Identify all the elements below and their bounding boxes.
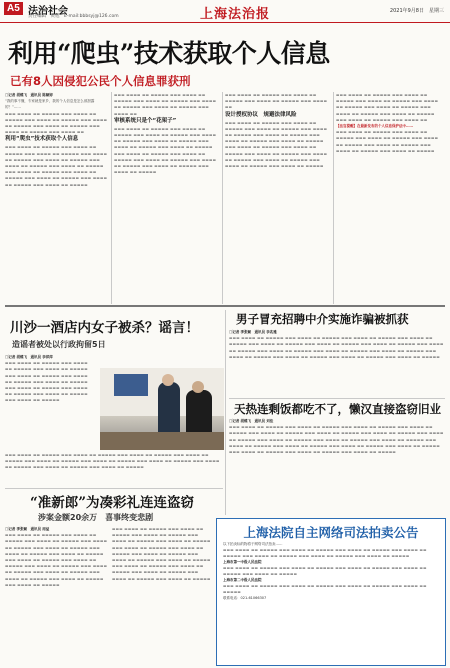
section-rule	[5, 305, 445, 307]
story2-photo	[100, 368, 224, 450]
story4-headline: 天热连剩饭都吃不了，懒汉直接盗窃旧业	[234, 402, 441, 416]
story5-column-1: □记者 季张颖 通讯员 周益 ▬▬▬ ▬▬▬▬ ▬▬ ▬▬▬▬▬ ▬▬▬ ▬▬▬▬ ▬▬ ▬▬▬▬▬ ▬▬▬ ▬▬▬▬ ▬▬ ▬▬▬▬▬ ▬▬▬ ▬▬▬▬ ▬▬ ▬▬▬▬▬ ▬▬▬ ▬▬▬▬ ▬▬ ▬▬▬▬▬ ▬▬▬ ▬▬▬▬ ▬▬ ▬▬▬▬▬ ▬▬▬ ▬▬▬▬ ▬▬ ▬▬▬▬▬ ▬▬▬ ▬▬▬▬ ▬▬ ▬▬▬▬▬ ▬▬▬ ▬▬▬▬ ▬▬ ▬▬▬▬▬ ▬▬▬ ▬▬▬▬ ▬▬ ▬▬▬▬▬ ▬▬▬ ▬▬▬▬ ▬▬ ▬▬▬▬▬ ▬▬▬ ▬▬▬▬ ▬▬ ▬▬▬▬▬ ▬▬▬ ▬▬▬▬ ▬▬ ▬▬▬▬▬ ▬▬▬ ▬▬▬▬ ▬▬ ▬▬▬▬▬ ▬▬▬ ▬▬▬▬ ▬▬ ▬▬▬▬▬	[5, 527, 108, 587]
auction-court-2: 上海市第二中级人民法院	[223, 578, 262, 582]
lead-byline: □记者 胡蝶飞 通讯员 陈颖婷	[5, 93, 53, 97]
lead-section-1-heading: 利用“爬虫”技术获取个人信息	[5, 136, 79, 143]
column-divider	[111, 92, 112, 304]
auction-notice-intro: 以下拍卖标的物将于网络司法拍卖……	[223, 542, 283, 546]
story5-byline: □记者 季张颖 通讯员 周益	[5, 527, 50, 531]
story5-headline: “准新郎”为凑彩礼连连盗窃	[30, 495, 195, 511]
auction-notice-title: 上海法院自主网络司法拍卖公告	[243, 525, 419, 540]
story2-subheadline: 造谣者被处以行政拘留5日	[12, 340, 106, 349]
story4-byline: □记者 胡蝶飞 通讯员 刘佳	[229, 419, 274, 423]
lead-headline: 利用“爬虫”技术获取个人信息	[8, 39, 330, 68]
page-header	[0, 0, 450, 23]
story2-headline: 川沙一酒店内女子被杀？谣言！	[10, 320, 199, 336]
editor-line: 责任编辑 黄旭 E-mail:bbbsyj@126.com	[28, 14, 119, 19]
lead-column-2: ▬▬▬ ▬▬▬▬ ▬▬ ▬▬▬▬▬ ▬▬▬ ▬▬▬▬ ▬▬ ▬▬▬▬▬ ▬▬▬ ▬▬▬▬ ▬▬ ▬▬▬▬▬ ▬▬▬ ▬▬▬▬ ▬▬ ▬▬▬▬▬ ▬▬▬ ▬▬▬▬ ▬▬ ▬▬▬▬▬ ▬▬▬ ▬▬▬▬ ▬▬ 审核系统只是个“花架子” ▬▬▬ ▬▬▬▬ ▬▬ ▬▬▬▬▬ ▬▬▬ ▬▬▬▬ ▬▬ ▬▬▬▬▬ ▬▬▬ ▬▬▬▬ ▬▬ ▬▬▬▬▬ ▬▬▬ ▬▬▬▬ ▬▬ ▬▬▬▬▬ ▬▬▬ ▬▬▬▬ ▬▬ ▬▬▬▬▬ ▬▬▬ ▬▬▬▬ ▬▬ ▬▬▬▬▬ ▬▬▬ ▬▬▬▬ ▬▬ ▬▬▬▬▬ ▬▬▬ ▬▬▬▬ ▬▬ ▬▬▬▬▬ ▬▬▬ ▬▬▬▬ ▬▬ ▬▬▬▬▬ ▬▬▬ ▬▬▬▬ ▬▬ ▬▬▬▬▬ ▬▬▬ ▬▬▬▬ ▬▬ ▬▬▬▬▬ ▬▬▬ ▬▬▬▬ ▬▬ ▬▬▬▬▬ ▬▬▬ ▬▬▬▬ ▬▬ ▬▬▬▬▬	[114, 92, 220, 304]
judge-note: 【法官提醒】在最新发布的个人信息保护法中……	[336, 124, 413, 129]
column-divider	[333, 92, 334, 304]
blue-board-shape	[114, 374, 148, 396]
section-name: 法治社会	[28, 6, 68, 17]
lead-column-3: ▬▬▬ ▬▬▬▬ ▬▬ ▬▬▬▬▬ ▬▬▬ ▬▬▬▬ ▬▬ ▬▬▬▬▬ ▬▬▬ ▬▬▬▬ ▬▬ ▬▬▬▬▬ ▬▬▬ ▬▬▬▬ ▬▬ 设计授权协议 规避法律风险 ▬▬▬ ▬▬▬▬ ▬▬ ▬▬▬▬▬ ▬▬▬ ▬▬▬▬ ▬▬ ▬▬▬▬▬ ▬▬▬ ▬▬▬▬ ▬▬ ▬▬▬▬▬ ▬▬▬ ▬▬▬▬ ▬▬ ▬▬▬▬▬ ▬▬▬ ▬▬▬▬ ▬▬ ▬▬▬▬▬ ▬▬▬ ▬▬▬▬ ▬▬ ▬▬▬▬▬ ▬▬▬ ▬▬▬▬ ▬▬ ▬▬▬▬▬ ▬▬▬ ▬▬▬▬ ▬▬ ▬▬▬▬▬ ▬▬▬ ▬▬▬▬ ▬▬ ▬▬▬▬▬ ▬▬▬ ▬▬▬▬ ▬▬ ▬▬▬▬▬ ▬▬▬ ▬▬▬▬ ▬▬ ▬▬▬▬▬ ▬▬▬ ▬▬▬▬ ▬▬ ▬▬▬▬▬ ▬▬▬ ▬▬▬▬ ▬▬ ▬▬▬▬▬ ▬▬▬ ▬▬▬▬ ▬▬ ▬▬▬▬▬	[225, 92, 331, 304]
auction-notice-box	[216, 518, 446, 666]
page-number: A5	[4, 2, 23, 15]
story4-body: □记者 胡蝶飞 通讯员 刘佳 ▬▬▬ ▬▬▬▬ ▬▬ ▬▬▬▬▬ ▬▬▬ ▬▬▬▬ ▬▬ ▬▬▬▬▬ ▬▬▬ ▬▬▬▬ ▬▬ ▬▬▬▬▬ ▬▬▬ ▬▬▬▬ ▬▬ ▬▬▬▬▬ ▬▬▬ ▬▬▬▬ ▬▬ ▬▬▬▬▬ ▬▬▬ ▬▬▬▬ ▬▬ ▬▬▬▬▬ ▬▬▬ ▬▬▬▬ ▬▬ ▬▬▬▬▬ ▬▬▬ ▬▬▬▬ ▬▬ ▬▬▬▬▬ ▬▬▬ ▬▬▬▬ ▬▬ ▬▬▬▬▬ ▬▬▬ ▬▬▬▬ ▬▬ ▬▬▬▬▬ ▬▬▬ ▬▬▬▬ ▬▬ ▬▬▬▬▬ ▬▬▬ ▬▬▬▬ ▬▬ ▬▬▬▬▬ ▬▬▬ ▬▬▬▬ ▬▬ ▬▬▬▬▬ ▬▬▬ ▬▬▬▬ ▬▬ ▬▬▬▬▬ ▬▬▬ ▬▬▬▬ ▬▬ ▬▬▬▬▬ ▬▬▬ ▬▬▬▬ ▬▬ ▬▬▬▬▬ ▬▬▬ ▬▬▬▬ ▬▬ ▬▬▬▬▬ ▬▬▬ ▬▬▬▬ ▬▬ ▬▬▬▬▬	[229, 419, 444, 455]
lead-subheadline: 已有8人因侵犯公民个人信息罪获刑	[10, 74, 191, 88]
lead-section-2-heading: 审核系统只是个“花架子”	[114, 117, 177, 124]
masthead: 上海法治报	[200, 7, 271, 22]
story2-byline: □记者 胡蝶飞 通讯员 李萍萍	[5, 355, 53, 359]
lead-section-3-heading: 设计授权协议 规避法律风险	[225, 111, 297, 118]
story5-subheadline: 涉案金额20余万 喜事终变悲剧	[38, 513, 154, 522]
column-divider	[225, 310, 226, 515]
story3-byline: □记者 季张颖 通讯员 李兆雅	[229, 330, 277, 334]
story2-column-1: □记者 胡蝶飞 通讯员 李萍萍 ▬▬▬ ▬▬▬▬ ▬▬ ▬▬▬▬▬ ▬▬▬ ▬▬▬▬ ▬▬ ▬▬▬▬▬ ▬▬▬ ▬▬▬▬ ▬▬ ▬▬▬▬▬ ▬▬▬ ▬▬▬▬ ▬▬ ▬▬▬▬▬ ▬▬▬ ▬▬▬▬ ▬▬ ▬▬▬▬▬ ▬▬▬ ▬▬▬▬ ▬▬ ▬▬▬▬▬ ▬▬▬ ▬▬▬▬ ▬▬ ▬▬▬▬▬ ▬▬▬ ▬▬▬▬ ▬▬ ▬▬▬▬▬ ▬▬▬ ▬▬▬▬ ▬▬ ▬▬▬▬▬ ▬▬▬ ▬▬▬▬ ▬▬ ▬▬▬▬▬	[5, 354, 95, 450]
auction-notice-body: 以下拍卖标的物将于网络司法拍卖…… ▬▬▬ ▬▬▬▬ ▬▬ ▬▬▬▬▬ ▬▬▬ ▬▬▬▬ ▬▬ ▬▬▬▬▬ ▬▬▬ ▬▬▬▬ ▬▬ ▬▬▬▬▬ ▬▬▬ ▬▬▬▬ ▬▬ ▬▬▬▬▬ ▬▬▬ ▬▬▬▬ ▬▬ ▬▬▬▬▬ ▬▬▬ ▬▬▬▬ ▬▬ ▬▬▬▬▬ ▬▬▬ ▬▬▬▬ ▬▬ ▬▬▬▬▬ 上海市第一中级人民法院 ▬▬▬ ▬▬▬▬ ▬▬ ▬▬▬▬▬ ▬▬▬ ▬▬▬▬ ▬▬ ▬▬▬▬▬ ▬▬▬ ▬▬▬▬ ▬▬ ▬▬▬▬▬ ▬▬▬ ▬▬▬▬ ▬▬ ▬▬▬▬▬ ▬▬▬ ▬▬▬▬ ▬▬ ▬▬▬▬▬ 上海市第二中级人民法院 ▬▬▬ ▬▬▬▬ ▬▬ ▬▬▬▬▬ ▬▬▬ ▬▬▬▬ ▬▬ ▬▬▬▬▬ ▬▬▬ ▬▬▬▬ ▬▬ ▬▬▬▬▬ ▬▬▬ ▬▬▬▬ ▬▬ ▬▬▬▬▬ 联系电话：021-61066307	[223, 541, 439, 661]
lead-column-1: □记者 胡蝶飞 通讯员 陈颖婷 “我的事不懂，专家就是家乡，我的个人信息是怎么被泄露的？”…… ▬▬▬ ▬▬▬▬ ▬▬ ▬▬▬▬▬ ▬▬▬ ▬▬▬▬ ▬▬ ▬▬▬▬▬ ▬▬▬ ▬▬▬▬ ▬▬ ▬▬▬▬▬ ▬▬▬ ▬▬▬▬ ▬▬ ▬▬▬▬▬ ▬▬▬ ▬▬▬▬ ▬▬ ▬▬▬▬▬ ▬▬▬ ▬▬▬▬ ▬▬ ▬▬▬▬▬ ▬▬▬ ▬▬▬▬ ▬▬ 利用“爬虫”技术获取个人信息 ▬▬▬ ▬▬▬▬ ▬▬ ▬▬▬▬▬ ▬▬▬ ▬▬▬▬ ▬▬ ▬▬▬▬▬ ▬▬▬ ▬▬▬▬ ▬▬ ▬▬▬▬▬ ▬▬▬ ▬▬▬▬ ▬▬ ▬▬▬▬▬ ▬▬▬ ▬▬▬▬ ▬▬ ▬▬▬▬▬ ▬▬▬ ▬▬▬▬ ▬▬ ▬▬▬▬▬ ▬▬▬ ▬▬▬▬ ▬▬ ▬▬▬▬▬ ▬▬▬ ▬▬▬▬ ▬▬ ▬▬▬▬▬ ▬▬▬ ▬▬▬▬ ▬▬ ▬▬▬▬▬ ▬▬▬ ▬▬▬▬ ▬▬ ▬▬▬▬▬ ▬▬▬ ▬▬▬▬ ▬▬ ▬▬▬▬▬ ▬▬▬ ▬▬▬▬ ▬▬ ▬▬▬▬▬	[5, 93, 108, 187]
section-rule	[229, 398, 445, 399]
section-rule	[5, 488, 223, 489]
story3-body: □记者 季张颖 通讯员 李兆雅 ▬▬▬ ▬▬▬▬ ▬▬ ▬▬▬▬▬ ▬▬▬ ▬▬▬▬ ▬▬ ▬▬▬▬▬ ▬▬▬ ▬▬▬▬ ▬▬ ▬▬▬▬▬ ▬▬▬ ▬▬▬▬ ▬▬ ▬▬▬▬▬ ▬▬▬ ▬▬▬▬ ▬▬ ▬▬▬▬▬ ▬▬▬ ▬▬▬▬ ▬▬ ▬▬▬▬▬ ▬▬▬ ▬▬▬▬ ▬▬ ▬▬▬▬▬ ▬▬▬ ▬▬▬▬ ▬▬ ▬▬▬▬▬ ▬▬▬ ▬▬▬▬ ▬▬ ▬▬▬▬▬ ▬▬▬ ▬▬▬▬ ▬▬ ▬▬▬▬▬ ▬▬▬ ▬▬▬▬ ▬▬ ▬▬▬▬▬ ▬▬▬ ▬▬▬▬ ▬▬ ▬▬▬▬▬ ▬▬▬ ▬▬▬▬ ▬▬ ▬▬▬▬▬ ▬▬▬ ▬▬▬▬ ▬▬ ▬▬▬▬▬ ▬▬▬ ▬▬▬▬ ▬▬ ▬▬▬▬▬	[229, 330, 444, 359]
story5-column-2: ▬▬▬ ▬▬▬▬ ▬▬ ▬▬▬▬▬ ▬▬▬ ▬▬▬▬ ▬▬ ▬▬▬▬▬ ▬▬▬ ▬▬▬▬ ▬▬ ▬▬▬▬▬ ▬▬▬ ▬▬▬▬ ▬▬ ▬▬▬▬▬ ▬▬▬ ▬▬▬▬ ▬▬ ▬▬▬▬▬ ▬▬▬ ▬▬▬▬ ▬▬ ▬▬▬▬▬ ▬▬▬ ▬▬▬▬ ▬▬ ▬▬▬▬▬ ▬▬▬ ▬▬▬▬ ▬▬ ▬▬▬▬▬ ▬▬▬ ▬▬▬▬ ▬▬ ▬▬▬▬▬ ▬▬▬ ▬▬▬▬ ▬▬ ▬▬▬▬▬ ▬▬▬ ▬▬▬▬ ▬▬ ▬▬▬▬▬ ▬▬▬ ▬▬▬▬ ▬▬ ▬▬▬▬▬ ▬▬▬ ▬▬▬▬ ▬▬ ▬▬▬▬▬ ▬▬▬ ▬▬▬▬ ▬▬ ▬▬▬▬▬ ▬▬▬ ▬▬▬▬ ▬▬ ▬▬▬▬▬	[112, 527, 211, 581]
auction-court-1: 上海市第一中级人民法院	[223, 560, 262, 564]
lead-intro: “我的事不懂，专家就是家乡，我的个人信息是怎么被泄露的？”……	[5, 99, 95, 110]
issue-date: 2021年9月8日 星期三	[389, 8, 444, 14]
lead-column-4: ▬▬▬ ▬▬▬▬ ▬▬ ▬▬▬▬▬ ▬▬▬ ▬▬▬▬ ▬▬ ▬▬▬▬▬ ▬▬▬ ▬▬▬▬ ▬▬ ▬▬▬▬▬ ▬▬▬ ▬▬▬▬ ▬▬ ▬▬▬▬▬ ▬▬▬ ▬▬▬▬ ▬▬ ▬▬▬▬▬ ▬▬▬ ▬▬▬▬ ▬▬ ▬▬▬▬▬ ▬▬▬ ▬▬▬▬ ▬▬ ▬▬▬▬▬ ▬▬▬ ▬▬▬▬ ▬▬ ▬▬▬▬▬ ▬▬▬ ▬▬▬▬ ▬▬ 【法官提醒】在最新发布的个人信息保护法中…… ▬▬▬ ▬▬▬▬ ▬▬ ▬▬▬▬▬ ▬▬▬ ▬▬▬▬ ▬▬ ▬▬▬▬▬ ▬▬▬ ▬▬▬▬ ▬▬ ▬▬▬▬▬ ▬▬▬ ▬▬▬▬ ▬▬ ▬▬▬▬▬ ▬▬▬ ▬▬▬▬ ▬▬ ▬▬▬▬▬ ▬▬▬ ▬▬▬▬ ▬▬ ▬▬▬▬▬ ▬▬▬ ▬▬▬▬ ▬▬ ▬▬▬▬▬	[336, 92, 446, 304]
auction-contact: 联系电话：021-61066307	[223, 596, 267, 600]
story2-continued: ▬▬▬ ▬▬▬▬ ▬▬ ▬▬▬▬▬ ▬▬▬ ▬▬▬▬ ▬▬ ▬▬▬▬▬ ▬▬▬ ▬▬▬▬ ▬▬ ▬▬▬▬▬ ▬▬▬ ▬▬▬▬ ▬▬ ▬▬▬▬▬ ▬▬▬ ▬▬▬▬ ▬▬ ▬▬▬▬▬ ▬▬▬ ▬▬▬▬ ▬▬ ▬▬▬▬▬ ▬▬▬ ▬▬▬▬ ▬▬ ▬▬▬▬▬ ▬▬▬ ▬▬▬▬ ▬▬ ▬▬▬▬▬ ▬▬▬ ▬▬▬▬ ▬▬ ▬▬▬▬▬ ▬▬▬ ▬▬▬▬ ▬▬ ▬▬▬▬▬	[5, 453, 220, 470]
column-divider	[222, 92, 223, 304]
story3-headline: 男子冒充招聘中介实施诈骗被抓获	[236, 312, 409, 326]
